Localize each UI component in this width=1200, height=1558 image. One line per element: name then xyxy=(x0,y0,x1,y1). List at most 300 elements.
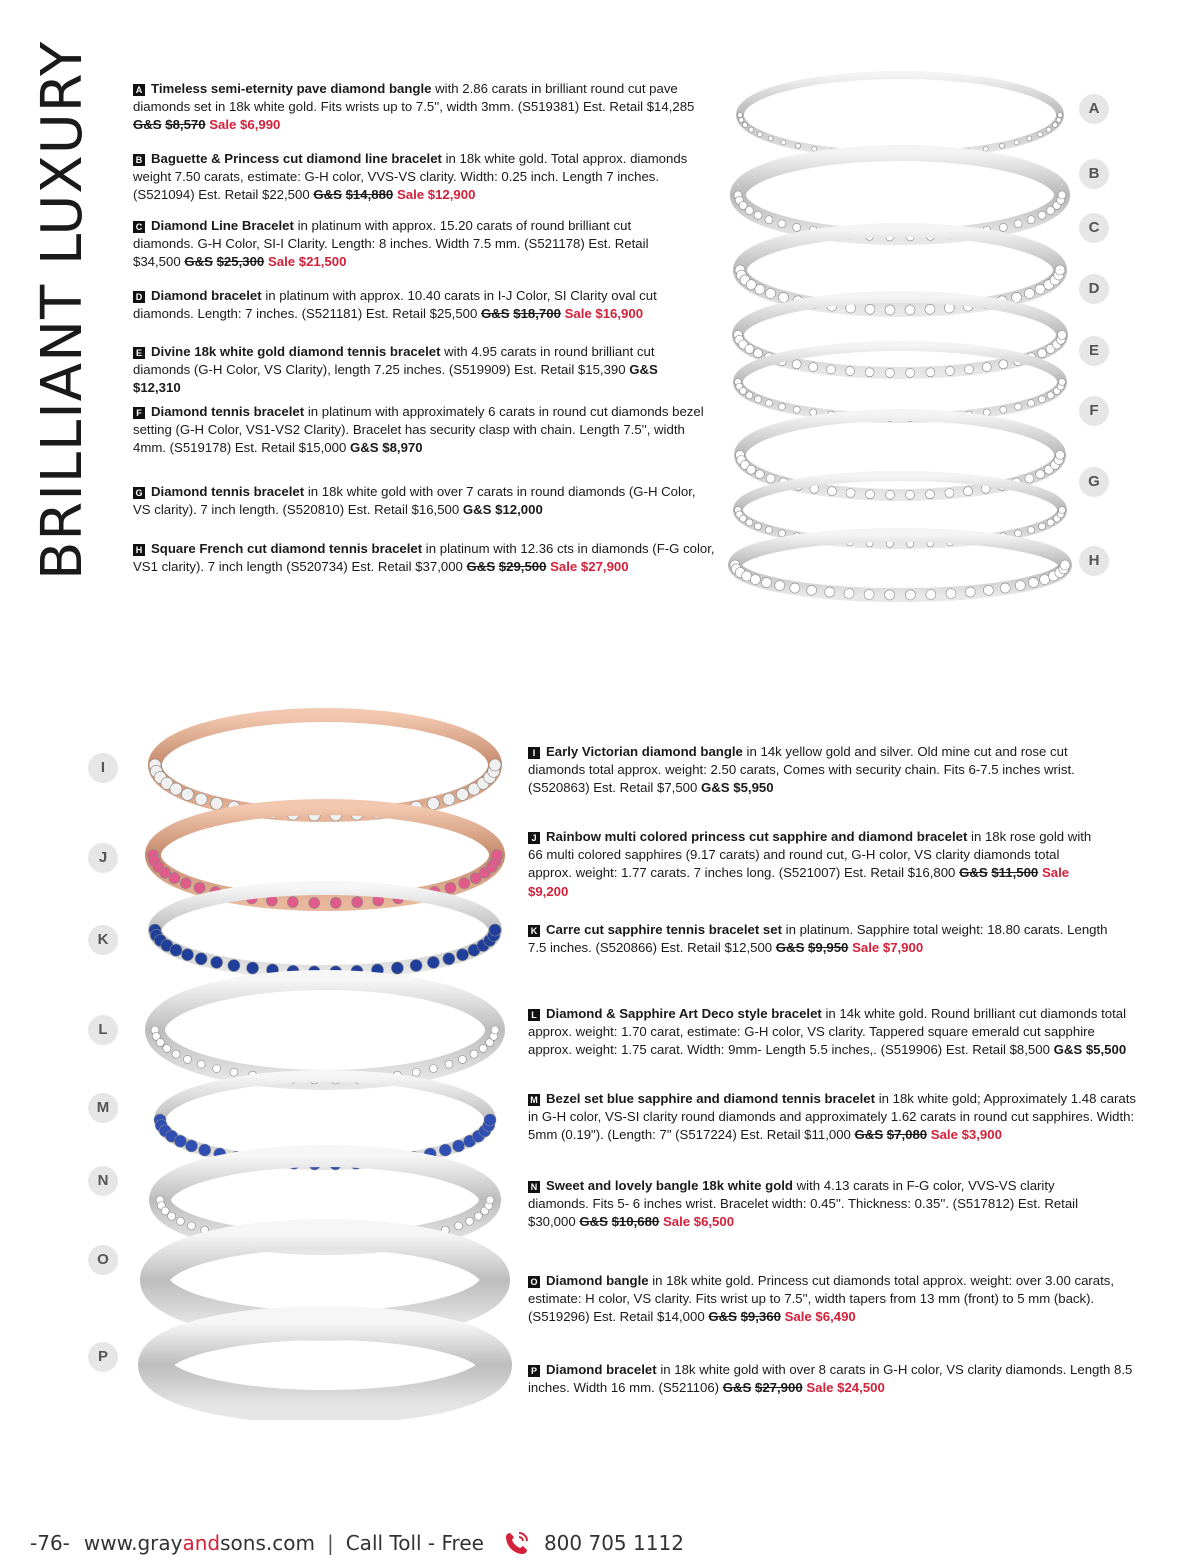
gs-price: $29,500 xyxy=(498,559,547,575)
gemstone xyxy=(1015,581,1025,591)
gemstone xyxy=(742,571,752,581)
gemstone xyxy=(230,1068,238,1076)
gemstone xyxy=(330,897,341,908)
sale-price: Sale $7,900 xyxy=(852,940,924,956)
gemstone xyxy=(906,490,915,499)
product-name: Diamond bracelet xyxy=(546,1362,657,1377)
product-description xyxy=(133,483,713,519)
gemstone xyxy=(964,487,973,496)
gs-label: G&S xyxy=(579,1214,608,1230)
gemstone xyxy=(743,122,748,127)
gemstone xyxy=(845,367,854,376)
gs-price: $18,700 xyxy=(513,306,561,322)
photo-label-g: G xyxy=(1079,467,1109,497)
item-letter-badge: B xyxy=(133,154,145,166)
gs-price: $8,570 xyxy=(165,117,206,133)
gemstone xyxy=(247,962,259,974)
product-description xyxy=(133,343,693,398)
gemstone xyxy=(182,949,194,961)
sale-price: Sale $3,900 xyxy=(930,1127,1002,1143)
gemstone xyxy=(778,292,788,302)
gemstone xyxy=(778,403,785,410)
gemstone xyxy=(427,956,439,968)
gemstone xyxy=(1040,575,1050,585)
gemstone xyxy=(453,1140,465,1152)
gemstone xyxy=(762,578,772,588)
gemstone xyxy=(156,1038,164,1046)
item-letter-badge: E xyxy=(133,347,145,359)
product-details: in platinum with approx. 15.20 carats of round brilliant cut diamonds. G-H Color, SI-I Clarity. Length: 8 inches. Width 7.5 mm. (S521178) Est. Retail $34,500 xyxy=(133,218,649,270)
gemstone xyxy=(1027,216,1035,224)
gemstone xyxy=(169,873,180,884)
gemstone xyxy=(1047,392,1054,399)
gemstone xyxy=(1053,122,1058,127)
photo-label-p: P xyxy=(88,1342,118,1372)
gemstone xyxy=(1056,451,1065,460)
gemstone xyxy=(885,590,895,600)
gemstone xyxy=(1039,523,1046,530)
gemstone xyxy=(768,136,773,141)
gemstone xyxy=(1056,118,1061,123)
gemstone xyxy=(747,465,756,474)
sale-price: Sale $16,900 xyxy=(564,306,644,322)
gemstone xyxy=(211,956,223,968)
product-description xyxy=(133,540,723,576)
gemstone xyxy=(740,515,747,522)
gemstone xyxy=(186,1140,198,1152)
gemstone xyxy=(906,368,915,377)
gemstone xyxy=(765,400,772,407)
item-letter-badge: L xyxy=(528,1009,540,1021)
gemstone xyxy=(352,897,363,908)
gemstone xyxy=(172,1050,180,1058)
product-description xyxy=(133,150,713,205)
gs-label: G&S xyxy=(775,940,805,956)
product-name: Diamond tennis bracelet xyxy=(151,484,305,499)
product-details: in 18k white gold with over 7 carats in round diamonds (G-H Color, VS clarity). 7 inch length. (S520810) Est. Retail $16,500 xyxy=(133,484,696,518)
gemstone xyxy=(765,527,772,534)
gemstone xyxy=(746,519,753,526)
item-letter-badge: O xyxy=(528,1276,540,1288)
product-name: Diamond Line Bracelet xyxy=(151,218,294,233)
gemstone xyxy=(484,1114,496,1126)
gemstone xyxy=(846,489,855,498)
bracelet-stack-photo-a-h xyxy=(725,60,1075,610)
gs-price: $9,950 xyxy=(808,940,849,956)
gemstone xyxy=(999,360,1008,369)
gemstone xyxy=(781,140,786,145)
item-letter-badge: C xyxy=(133,221,145,233)
gemstone xyxy=(755,284,765,294)
gemstone xyxy=(287,897,298,908)
gemstone xyxy=(866,490,875,499)
sale-price: Sale $12,900 xyxy=(396,187,476,203)
gemstone xyxy=(766,474,775,483)
gemstone xyxy=(775,581,785,591)
gemstone xyxy=(489,759,501,771)
gemstone xyxy=(1055,265,1065,275)
photo-label-m: M xyxy=(88,1093,118,1123)
gs-label: G&S xyxy=(184,254,213,270)
gemstone xyxy=(965,587,975,597)
gemstone xyxy=(999,223,1007,231)
gemstone xyxy=(445,1060,453,1068)
product-name: Diamond bracelet xyxy=(151,288,262,303)
gemstone xyxy=(474,1212,482,1220)
photo-label-j: J xyxy=(88,843,118,873)
page-footer xyxy=(30,1528,684,1558)
gemstone xyxy=(757,132,762,137)
gemstone xyxy=(739,118,744,123)
gemstone xyxy=(174,1135,186,1147)
gemstone xyxy=(1015,530,1022,537)
page-title: BRILLIANT LUXURY xyxy=(30,40,95,580)
bracelet-stack-photo-i-p xyxy=(125,700,535,1420)
gemstone xyxy=(1038,349,1047,358)
gs-price: $8,970 xyxy=(382,440,423,456)
gemstone xyxy=(1029,578,1039,588)
gemstone xyxy=(745,345,754,354)
url-suffix: sons.com xyxy=(220,1531,315,1555)
product-description xyxy=(133,217,688,272)
gemstone xyxy=(194,882,205,893)
gemstone xyxy=(745,207,753,215)
gemstone xyxy=(755,396,762,403)
product-description xyxy=(133,403,713,458)
product-details: in 14k yellow gold and silver. Old mine cut and rose cut diamonds total approx. weight: 2.50 carats, Comes with security chain. Fits 6-7.5 inches wrist. (S520863) Est. Retail $7,500 xyxy=(528,744,1075,796)
photo-label-d: D xyxy=(1079,274,1109,304)
bracelet-ring-group-bottom xyxy=(148,715,503,1407)
gemstone xyxy=(457,788,469,800)
product-details: in 18k rose gold with 66 multi colored sapphires (9.17 carats) and round cut, G-H color, VS clarity diamonds total approx. weight: 1.77 carats. 7 inches long. (S521007) Est. Retail $16,800 xyxy=(528,829,1092,881)
gemstone xyxy=(445,882,456,893)
item-letter-badge: K xyxy=(528,925,540,937)
bracelet-a xyxy=(740,75,1060,155)
product-name: Bezel set blue sapphire and diamond tennis bracelet xyxy=(546,1091,876,1106)
gemstone xyxy=(410,960,422,972)
gemstone xyxy=(443,793,455,805)
gemstone xyxy=(926,590,936,600)
photo-label-o: O xyxy=(88,1245,118,1275)
gemstone xyxy=(809,363,818,372)
product-name: Rainbow multi colored princess cut sapphire and diamond bracelet xyxy=(546,829,968,844)
gemstone xyxy=(827,487,836,496)
gs-price: $10,680 xyxy=(611,1214,660,1230)
phone-number[interactable]: 800 705 1112 xyxy=(543,1531,684,1555)
gs-price: $27,900 xyxy=(754,1380,803,1396)
gemstone xyxy=(479,1044,487,1052)
bracelet-ring-group-top xyxy=(730,75,1070,600)
gemstone xyxy=(864,590,874,600)
gemstone xyxy=(1059,507,1066,514)
product-name: Divine 18k white gold diamond tennis bracelet xyxy=(151,344,441,359)
gemstone xyxy=(945,489,954,498)
sale-price: Sale $24,500 xyxy=(806,1380,885,1396)
gemstone xyxy=(885,305,895,315)
gemstone xyxy=(778,220,786,228)
gemstone xyxy=(427,798,439,810)
gemstone xyxy=(443,953,455,965)
gemstone xyxy=(170,783,182,795)
gemstone xyxy=(1028,400,1035,407)
url-prefix: www.gray xyxy=(83,1531,183,1555)
gs-price: $12,310 xyxy=(133,380,181,396)
gemstone xyxy=(195,793,207,805)
product-name: Early Victorian diamond bangle xyxy=(546,744,743,759)
gemstone xyxy=(412,1068,420,1076)
item-letter-badge: M xyxy=(528,1094,540,1106)
product-details: in 18k white gold. Total approx. diamonds weight 7.50 carats, estimate: G-H color, VVS-VS clarity. Width: 0.25 inch. Length 7 inches. (S521094) Est. Retail $22,500 xyxy=(133,151,688,203)
gemstone xyxy=(749,127,754,132)
gs-label: G&S xyxy=(959,865,988,881)
gemstone xyxy=(750,575,760,585)
gs-label: G&S xyxy=(629,362,658,378)
photo-label-e: E xyxy=(1079,336,1109,366)
gemstone xyxy=(755,470,764,479)
photo-label-h: H xyxy=(1079,546,1109,576)
gs-price: $11,500 xyxy=(991,865,1039,881)
gemstone xyxy=(197,1060,205,1068)
gemstone xyxy=(965,365,974,374)
photo-label-k: K xyxy=(88,925,118,955)
sale-price: Sale $6,490 xyxy=(784,1309,856,1325)
gs-price: $25,300 xyxy=(216,254,265,270)
gemstone xyxy=(926,368,935,377)
photo-label-n: N xyxy=(88,1166,118,1196)
gemstone xyxy=(1012,292,1022,302)
item-letter-badge: N xyxy=(528,1181,540,1193)
gemstone xyxy=(199,1144,211,1156)
product-description xyxy=(528,1177,1118,1232)
gs-label: G&S xyxy=(349,440,379,456)
product-description xyxy=(528,743,1093,798)
gemstone xyxy=(491,1026,499,1034)
gemstone xyxy=(492,850,503,861)
gemstone xyxy=(807,585,817,595)
gemstone xyxy=(459,1055,467,1063)
page-number: -76- xyxy=(30,1531,70,1555)
gemstone xyxy=(188,1222,196,1230)
gemstone xyxy=(754,349,763,358)
gs-price: $5,950 xyxy=(733,780,774,796)
gemstone xyxy=(1047,519,1054,526)
product-name: Timeless semi-eternity pave diamond bangle xyxy=(151,81,432,96)
gs-label: G&S xyxy=(854,1127,884,1143)
product-description xyxy=(528,1090,1138,1145)
gs-label: G&S xyxy=(462,502,492,518)
gemstone xyxy=(983,585,993,595)
gemstone xyxy=(1014,220,1022,228)
gemstone xyxy=(1036,470,1045,479)
gs-label: G&S xyxy=(708,1309,737,1325)
gemstone xyxy=(790,583,800,593)
gemstone xyxy=(886,490,895,499)
gemstone xyxy=(1028,527,1035,534)
sale-price: Sale $6,990 xyxy=(209,117,281,133)
sale-price: Sale $27,900 xyxy=(550,559,629,575)
product-name: Diamond bangle xyxy=(546,1273,649,1288)
gs-label: G&S xyxy=(466,559,496,575)
product-name: Sweet and lovely bangle 18k white gold xyxy=(546,1178,793,1193)
gemstone xyxy=(1025,474,1034,483)
bracelet-l xyxy=(155,980,495,1080)
gemstone xyxy=(778,530,785,537)
gemstone xyxy=(163,1044,171,1052)
gemstone xyxy=(755,523,762,530)
gemstone xyxy=(184,1055,192,1063)
gemstone xyxy=(309,897,320,908)
gemstone xyxy=(1000,583,1010,593)
bracelet-p xyxy=(155,1323,495,1407)
gemstone xyxy=(1015,403,1022,410)
gemstone xyxy=(982,363,991,372)
sale-price: Sale $9,200 xyxy=(528,865,1070,899)
gs-price: $7,080 xyxy=(886,1127,928,1143)
item-letter-badge: P xyxy=(528,1365,540,1377)
product-details: in platinum with approximately 6 carats in round cut diamonds bezel setting (G-H Color, VS1-VS2 Clarity). Bracelet has security clasp with chain. Length 7.5'', width 4mm. (S519178) Est. Retail $15,000 xyxy=(133,404,704,456)
product-details: in platinum with 12.36 cts in diamonds (F-G color, VS1 clarity). 7 inch length (S520734) Est. Retail $37,000 xyxy=(133,541,715,575)
gemstone xyxy=(489,924,501,936)
product-details: in 18k white gold; Approximately 1.48 carats in G-H color, VS-SI clarity round diamonds and approximately 1.62 carats in round cut sapphires. Width: 5mm (0.19"). (Length: 7" (S517224) Est. Retail $11,000 xyxy=(528,1091,1137,1143)
gs-price: $9,360 xyxy=(740,1309,781,1325)
gemstone xyxy=(161,1207,169,1215)
gemstone xyxy=(195,953,207,965)
gs-label: G&S xyxy=(133,117,162,133)
product-details: with 4.95 carats in round brilliant cut diamonds (G-H Color, VS Clarity), length 7.25 inches. (S519909) Est. Retail $15,390 xyxy=(133,344,655,378)
gemstone xyxy=(1038,132,1043,137)
gemstone xyxy=(1024,289,1034,299)
gemstone xyxy=(168,1212,176,1220)
photo-label-f: F xyxy=(1079,396,1109,426)
gemstone xyxy=(391,962,403,974)
item-letter-badge: H xyxy=(133,544,145,556)
photo-label-b: B xyxy=(1079,159,1109,189)
gemstone xyxy=(228,960,240,972)
item-letter-badge: I xyxy=(528,747,540,759)
bracelet-e xyxy=(738,346,1062,418)
gemstone xyxy=(792,360,801,369)
website-link[interactable] xyxy=(84,1531,315,1555)
gemstone xyxy=(844,589,854,599)
photo-label-a: A xyxy=(1079,94,1109,124)
gemstone xyxy=(213,1065,221,1073)
gemstone xyxy=(180,878,191,889)
gemstone xyxy=(746,392,753,399)
gemstone xyxy=(1000,143,1005,148)
item-letter-badge: G xyxy=(133,487,145,499)
product-details: in platinum. Sapphire total weight: 18.80 carats. Length 7.5 inches. (S520866) Est. Retail $12,500 xyxy=(528,922,1108,956)
product-details: in 18k white gold with over 8 carats in G-H color, VS clarity diamonds. Length 8.5 inches. Width 16 mm. (S521106) xyxy=(528,1362,1133,1396)
product-description xyxy=(528,1272,1118,1327)
item-letter-badge: J xyxy=(528,832,540,844)
product-details: in 18k white gold. Princess cut diamonds total approx. weight: over 3.00 carats, estimate: H color, VS clarity. Fits wrist up to 7.5'', width tapers from 13 mm (front) to 5 mm (back). (S519296) Est. Retail $14,000 xyxy=(528,1273,1115,1325)
phone-icon xyxy=(502,1528,532,1558)
item-letter-badge: A xyxy=(133,84,145,96)
photo-label-l: L xyxy=(88,1015,118,1045)
gemstone xyxy=(1058,331,1067,340)
gemstone xyxy=(170,944,182,956)
gemstone xyxy=(470,1050,478,1058)
gemstone xyxy=(455,1222,463,1230)
gs-label: G&S xyxy=(313,187,342,203)
gemstone xyxy=(740,388,747,395)
gemstone xyxy=(766,289,776,299)
url-and: and xyxy=(182,1531,221,1555)
gemstone xyxy=(1014,140,1019,145)
gemstone xyxy=(812,146,817,151)
gemstone xyxy=(793,406,800,413)
gemstone xyxy=(865,368,874,377)
gs-price: $5,500 xyxy=(1085,1042,1127,1058)
gemstone xyxy=(926,490,935,499)
gemstone xyxy=(1038,211,1046,219)
gemstone xyxy=(793,223,801,231)
gemstone xyxy=(925,304,935,314)
gemstone xyxy=(946,367,955,376)
gemstone xyxy=(459,878,470,889)
gemstone xyxy=(905,305,915,315)
gemstone xyxy=(1027,136,1032,141)
gemstone xyxy=(885,368,894,377)
gemstone xyxy=(1039,396,1046,403)
gemstone xyxy=(738,113,743,118)
gemstone xyxy=(1060,560,1070,570)
gemstone xyxy=(905,590,915,600)
gemstone xyxy=(865,304,875,314)
product-name: Carre cut sapphire tennis bracelet set xyxy=(546,922,782,937)
gs-price: $14,880 xyxy=(345,187,394,203)
gemstone xyxy=(457,949,469,961)
gemstone xyxy=(1059,379,1066,386)
product-description xyxy=(133,80,703,135)
gemstone xyxy=(1058,113,1063,118)
gemstone xyxy=(825,587,835,597)
gemstone xyxy=(429,1065,437,1073)
product-details: with 2.86 carats in brilliant round cut pave diamonds set in 18k white gold. Fits wrists up to 7.5'', width 3mm. (S519381) Est. Retail $14,285 xyxy=(133,81,695,115)
footer-separator: | xyxy=(326,1531,334,1555)
product-details: in 14k white gold. Round brilliant cut diamonds total approx. weight: 1.70 carat, estimate: G-H color, VS clarity. Tappered square emerald cut sapphire approx. weight: 1.75 carat. Width: 9mm- Length 5.5 inches,. (S519906) Est. Retail $8,500 xyxy=(528,1006,1127,1058)
gemstone xyxy=(754,211,762,219)
gemstone xyxy=(182,788,194,800)
product-name: Baguette & Princess cut diamond line bracelet xyxy=(151,151,442,166)
gemstone xyxy=(1058,191,1066,199)
photo-label-i: I xyxy=(88,753,118,783)
sale-price: Sale $6,500 xyxy=(662,1214,735,1230)
gs-label: G&S xyxy=(701,780,730,796)
gemstone xyxy=(466,1217,474,1225)
gs-label: G&S xyxy=(480,306,510,322)
gemstone xyxy=(1000,406,1007,413)
gemstone xyxy=(946,589,956,599)
gemstone xyxy=(983,146,988,151)
gemstone xyxy=(176,1217,184,1225)
gemstone xyxy=(796,143,801,148)
item-letter-badge: F xyxy=(133,407,145,419)
gemstone xyxy=(439,1144,451,1156)
product-description xyxy=(528,1005,1128,1060)
sale-price: Sale $21,500 xyxy=(267,254,347,270)
product-name: Diamond tennis bracelet xyxy=(151,404,305,419)
call-toll-free-text: Call Toll - Free xyxy=(345,1531,484,1555)
product-description xyxy=(528,921,1118,957)
product-description xyxy=(528,1361,1138,1397)
gemstone xyxy=(827,365,836,374)
product-name: Diamond & Sapphire Art Deco style bracelet xyxy=(546,1006,822,1021)
gs-label: G&S xyxy=(722,1380,752,1396)
item-letter-badge: D xyxy=(133,291,145,303)
product-description xyxy=(528,828,1098,901)
gemstone xyxy=(1046,127,1051,132)
